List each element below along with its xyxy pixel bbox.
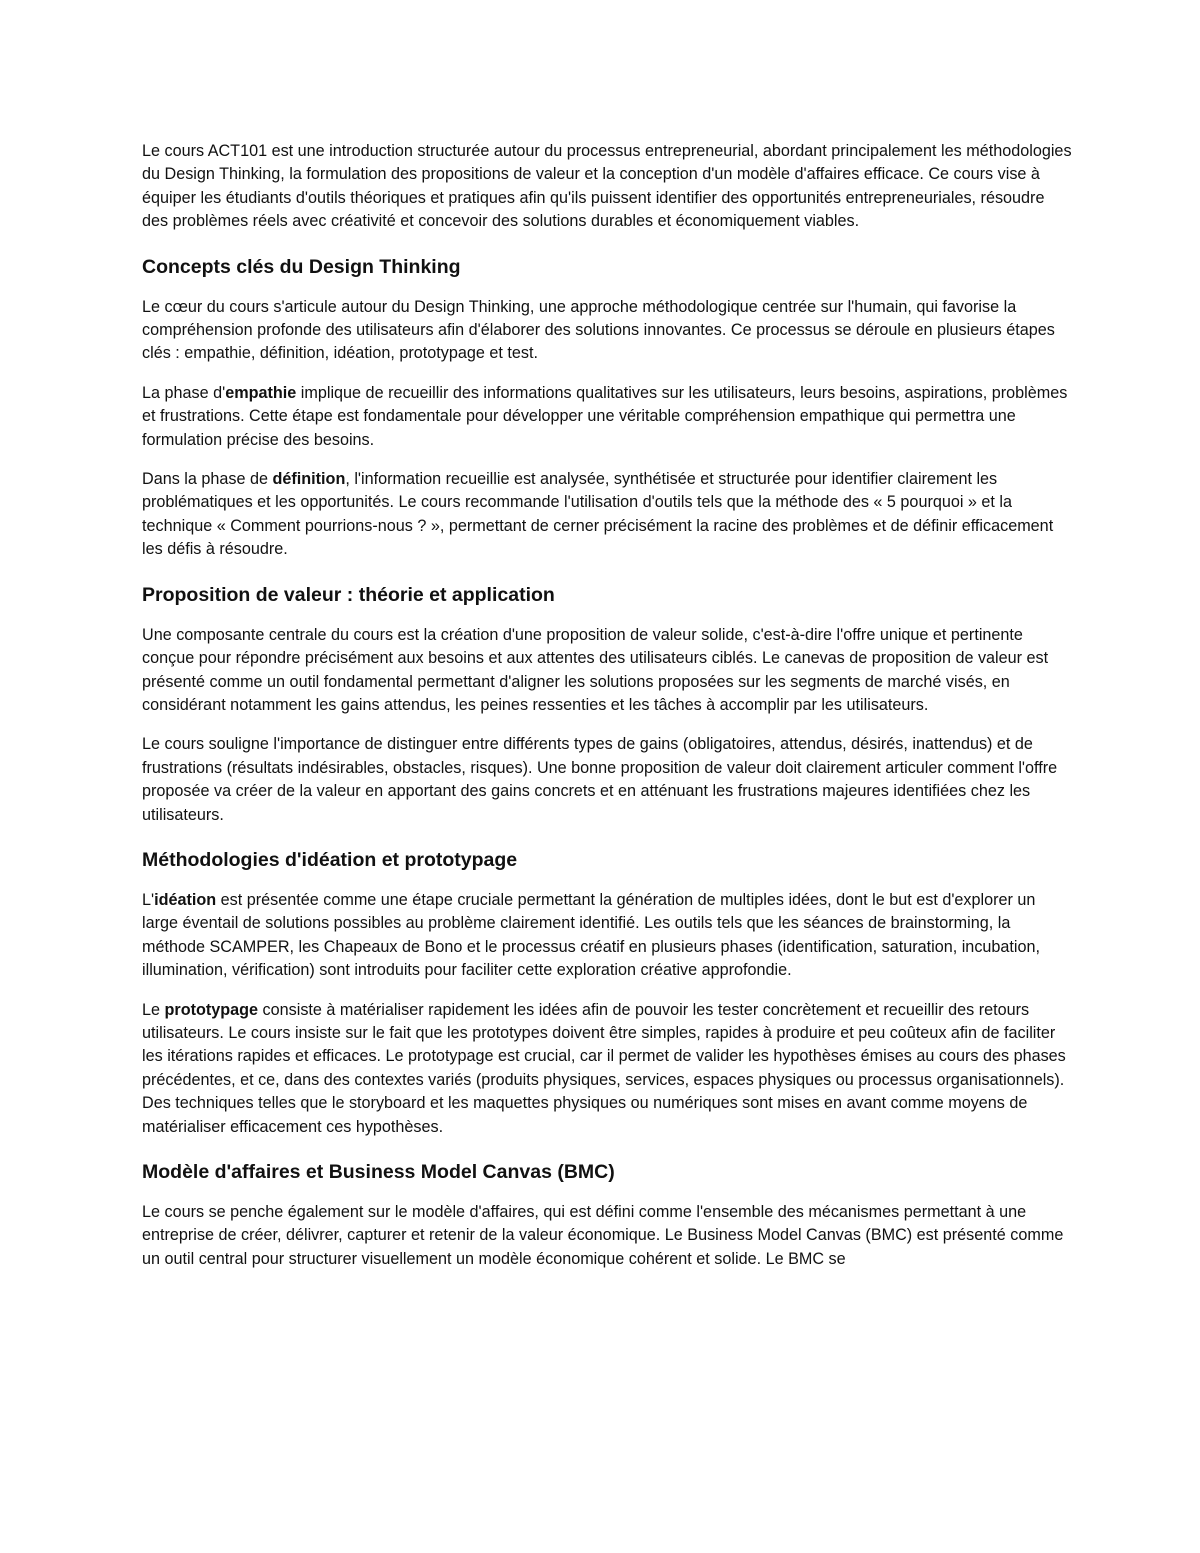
design-thinking-paragraph-empathie bbox=[142, 382, 1072, 452]
ideation-text-pre: L' bbox=[142, 890, 155, 909]
ideation-term: idéation bbox=[154, 890, 217, 909]
section-heading-business-model: Modèle d'affaires et Business Model Canvas (BMC) bbox=[142, 1161, 615, 1183]
definition-text-pre: Dans la phase de bbox=[142, 470, 273, 489]
empathie-text-pre: La phase d' bbox=[142, 383, 226, 402]
definition-text-post: , l'information recueillie est analysée, synthétisée et structurée pour identifier clairement les problématiques et les opportunités. Le cours recommande l'utilisation d'outils tels que la méthode des « 5 pourquoi » et la technique « Comment pourrions-nous ? », permettant de cerner précisément la racine des problèmes et de définir efficacement les défis à résoudre. bbox=[142, 470, 1054, 559]
section-heading-ideation: Méthodologies d'idéation et prototypage bbox=[142, 848, 518, 871]
empathie-term: empathie bbox=[225, 383, 297, 402]
prototypage-text-post: consiste à matérialiser rapidement les idées afin de pouvoir les tester concrètement et recueillir des retours utilisateurs. Le cours insiste sur le fait que les prototypes doivent être simples, rapides à produire et peu coûteux afin de faciliter les itérations rapides et efficaces. Le prototypage est crucial, car il permet de valider les hypothèses émises au cours des phases précédentes, et ce, dans des contextes variés (produits physiques, services, espaces physiques ou processus organisationnels). Des techniques telles que le storyboard et les maquettes physiques ou numériques sont mises en avant comme moyens de matérialiser efficacement ces hypothèses. bbox=[142, 1000, 1066, 1136]
design-thinking-paragraph-definition bbox=[142, 468, 1072, 562]
section-heading-design-thinking: Concepts clés du Design Thinking bbox=[142, 255, 461, 278]
ideation-paragraph bbox=[142, 889, 1072, 983]
prototypage-paragraph bbox=[142, 999, 1072, 1139]
section-heading-value-proposition: Proposition de valeur : théorie et application bbox=[142, 583, 555, 606]
definition-term: définition bbox=[272, 470, 346, 489]
business-model-paragraph-1: Le cours se penche également sur le modèle d'affaires, qui est défini comme l'ensemble des mécanismes permettant à une entreprise de créer, délivrer, capturer et retenir de la valeur économique. Le Business Model Canvas (BMC) est présenté comme un outil central pour structurer visuellement un modèle économique cohérent et solide. Le BMC se bbox=[142, 1203, 1064, 1268]
intro-paragraph: Le cours ACT101 est une introduction structurée autour du processus entrepreneurial, abordant principalement les méthodologies du Design Thinking, la formulation des propositions de valeur et la conception d'un modèle d'affaires efficace. Ce cours vise à équiper les étudiants d'outils théoriques et pratiques afin qu'ils puissent identifier des opportunités entrepreneuriales, résoudre des problèmes réels avec créativité et concevoir des solutions durables et économiquement viables. bbox=[142, 142, 1072, 231]
value-proposition-paragraph-2: Le cours souligne l'importance de distinguer entre différents types de gains (obligatoires, attendus, désirés, inattendus) et de frustrations (résultats indésirables, obstacles, risques). Une bonne proposition de valeur doit clairement articuler comment l'offre proposée va créer de la valeur en apportant des gains concrets et en atténuant les frustrations majeures identifiées chez les utilisateurs. bbox=[142, 735, 1058, 824]
document-page bbox=[142, 140, 1072, 1287]
prototypage-term: prototypage bbox=[164, 1000, 259, 1019]
empathie-text-post: implique de recueillir des informations qualitatives sur les utilisateurs, leurs besoins, aspirations, problèmes et frustrations. Cette étape est fondamentale pour développer une véritable compréhension empathique qui permettra une formulation précise des besoins. bbox=[142, 383, 1068, 449]
design-thinking-paragraph-1: Le cœur du cours s'articule autour du Design Thinking, une approche méthodologique centrée sur l'humain, qui favorise la compréhension profonde des utilisateurs afin d'élaborer des solutions innovantes. Ce processus se déroule en plusieurs étapes clés : empathie, définition, idéation, prototypage et test. bbox=[142, 297, 1055, 363]
prototypage-text-pre: Le bbox=[142, 1000, 165, 1019]
value-proposition-paragraph-1: Une composante centrale du cours est la création d'une proposition de valeur solide, c'est-à-dire l'offre unique et pertinente conçue pour répondre précisément aux besoins et aux attentes des utilisateurs ciblés. Le canevas de proposition de valeur est présenté comme un outil fondamental permettant d'aligner les solutions proposées sur les segments de marché visés, en considérant notamment les gains attendus, les peines ressenties et les tâches à accomplir par les utilisateurs. bbox=[142, 625, 1049, 714]
ideation-text-post: est présentée comme une étape cruciale permettant la génération de multiples idées, dont le but est d'explorer un large éventail de solutions possibles au problème clairement identifié. Les outils tels que les séances de brainstorming, la méthode SCAMPER, les Chapeaux de Bono et le processus créatif en plusieurs phases (identification, saturation, incubation, illumination, vérification) sont introduits pour faciliter cette exploration créative approfondie. bbox=[142, 890, 1041, 980]
